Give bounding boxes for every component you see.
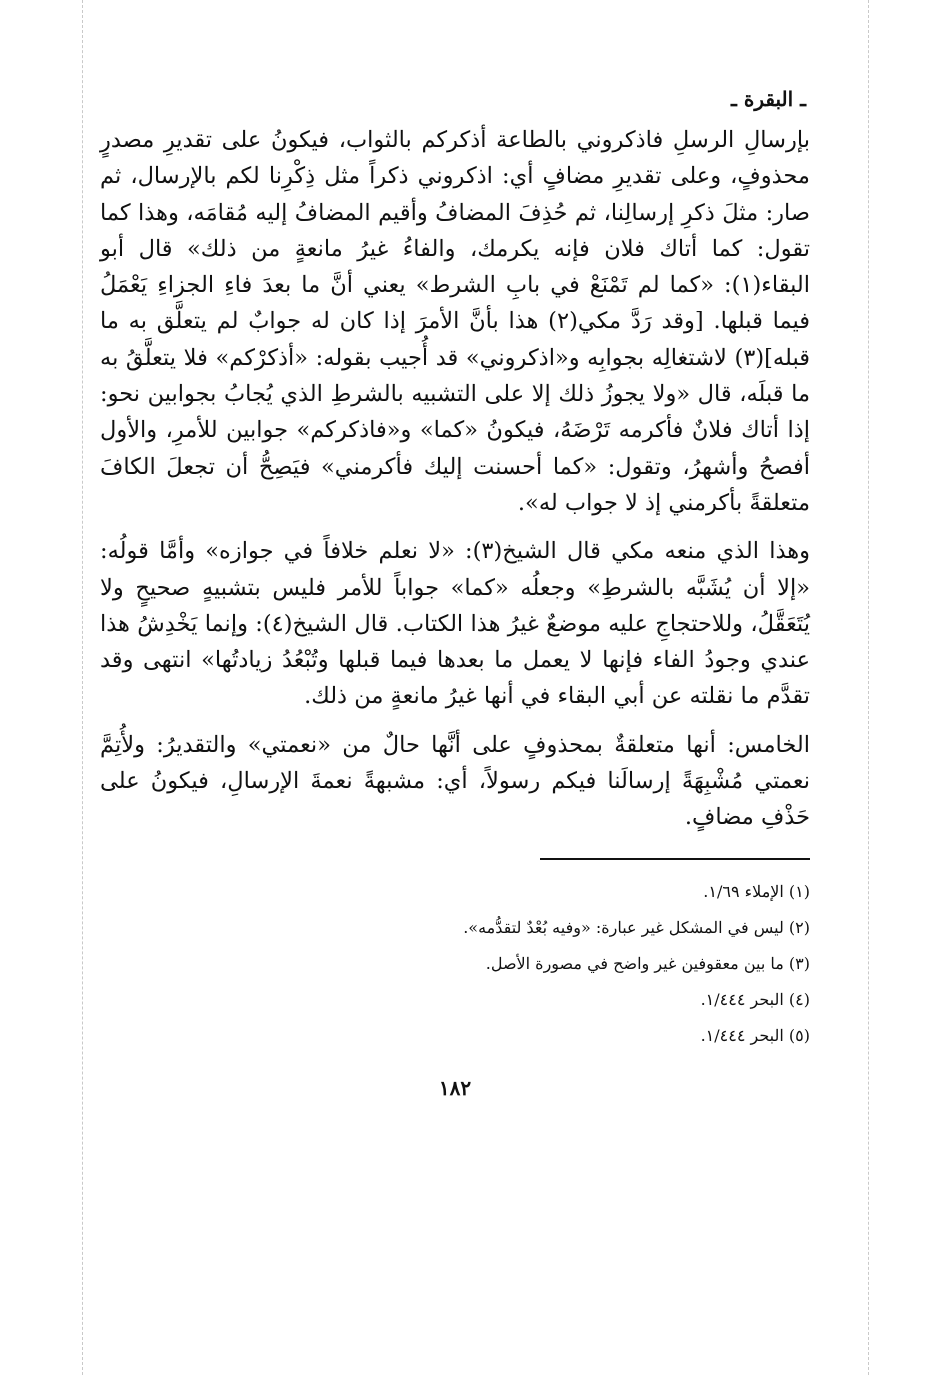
body-paragraph: وهذا الذي منعه مكي قال الشيخ(٣): «لا نعلم خلافاً في جوازه» وأمَّا قولُه: «إلا أن يُشَبَّه بالشرطِ» وجعلُه «كما» جواباً للأمر فليس بتشبيهٍ صحيحٍ ولا يُتَعَقَّلُ، وللاحتجاجِ عليه موضعٌ غيرُ هذا الكتاب. قال الشيخ(٤): وإنما يَخْدِشُ هذا عندي وجودُ الفاء فإنها لا يعمل ما بعدها فيما قبلها وتُبْعُدُ زيادتُها» انتهى وقد تقدَّم ما نقلته عن أبي البقاء في أنها غيرُ مانعةٍ من ذلك. xyxy=(100,538,810,710)
footnote-separator xyxy=(540,858,810,860)
body-paragraph: الخامس: أنها متعلقةٌ بمحذوفٍ على أنَّها حالٌ من «نعمتي» والتقديرُ: ولأُتِمَّ نعمتي مُشْبِهَةً إرسالَنا فيكم رسولاً، أي: مشبهةً نعمةَ الإرسالِ، فيكونُ على حَذْفِ مضافٍ. xyxy=(100,731,810,831)
body-paragraph: بإرسالِ الرسلِ فاذكروني بالطاعة أذكركم بالثواب، فيكونُ على تقديرِ مصدرٍ محذوفٍ، وعلى تقديرِ مضافٍ أي: اذكروني ذكراً مثل ذِكْرِنا لكم بالإرسال، ثم صار: مثلَ ذكرِ إرسالِنا، ثم حُذِفَ المضافُ وأقيم المضافُ إليه مُقامَه، وهذا كما تقول: كما أتاك فلان فإنه يكرمك، والفاءُ غيرُ مانعةٍ من ذلك» قال أبو البقاء(١): «كما لم تَمْنَعْ في بابِ الشرط» يعني أنَّ ما بعدَ فاءِ الجزاءِ يَعْمَلُ فيما قبلها. [وقد رَدَّ مكي(٢) هذا بأنَّ الأمرَ إذا كان له جوابٌ لم يتعلَّق به ما قبله](٣) لاشتغالِه بجوابِه و«اذكروني» قد أُجيب بقوله: «أذكرْكم» فلا يتعلَّقُ به ما قبلَه، قال «ولا يجوزُ ذلك إلا على التشبيه بالشرطِ الذي يُجابُ بجوابين نحو: إذا أتاك فلانٌ فأكرمه تَرْضَهُ، فيكونُ «كما» و«فاذكركم» جوابين للأمرِ، والأول أفصحُ وأشهرُ، وتقول: «كما أحسنت إليك فأكرمني» فيَصِحُّ أن تجعلَ الكافَ متعلقةً بأكرمني إذ لا جواب له». xyxy=(100,127,810,516)
footnotes-list xyxy=(100,874,810,1054)
footnote: (٥) البحر ١/٤٤٤. xyxy=(700,1025,810,1045)
footnote: (٤) البحر ١/٤٤٤. xyxy=(700,989,810,1009)
page-edge-right xyxy=(868,0,869,1375)
footnote: (٢) ليس في المشكل غير عبارة: «وفيه بُعْدٌ لتقدُّمه». xyxy=(463,917,810,937)
page-number: ١٨٢ xyxy=(438,1075,472,1100)
running-head: ـ البقرة ـ xyxy=(731,87,806,111)
footnote: (٣) ما بين معقوفين غير واضح في مصورة الأصل. xyxy=(485,953,810,973)
book-page xyxy=(100,82,810,1100)
page-edge-left xyxy=(82,0,83,1375)
footnote: (١) الإملاء ١/٦٩. xyxy=(703,881,810,901)
